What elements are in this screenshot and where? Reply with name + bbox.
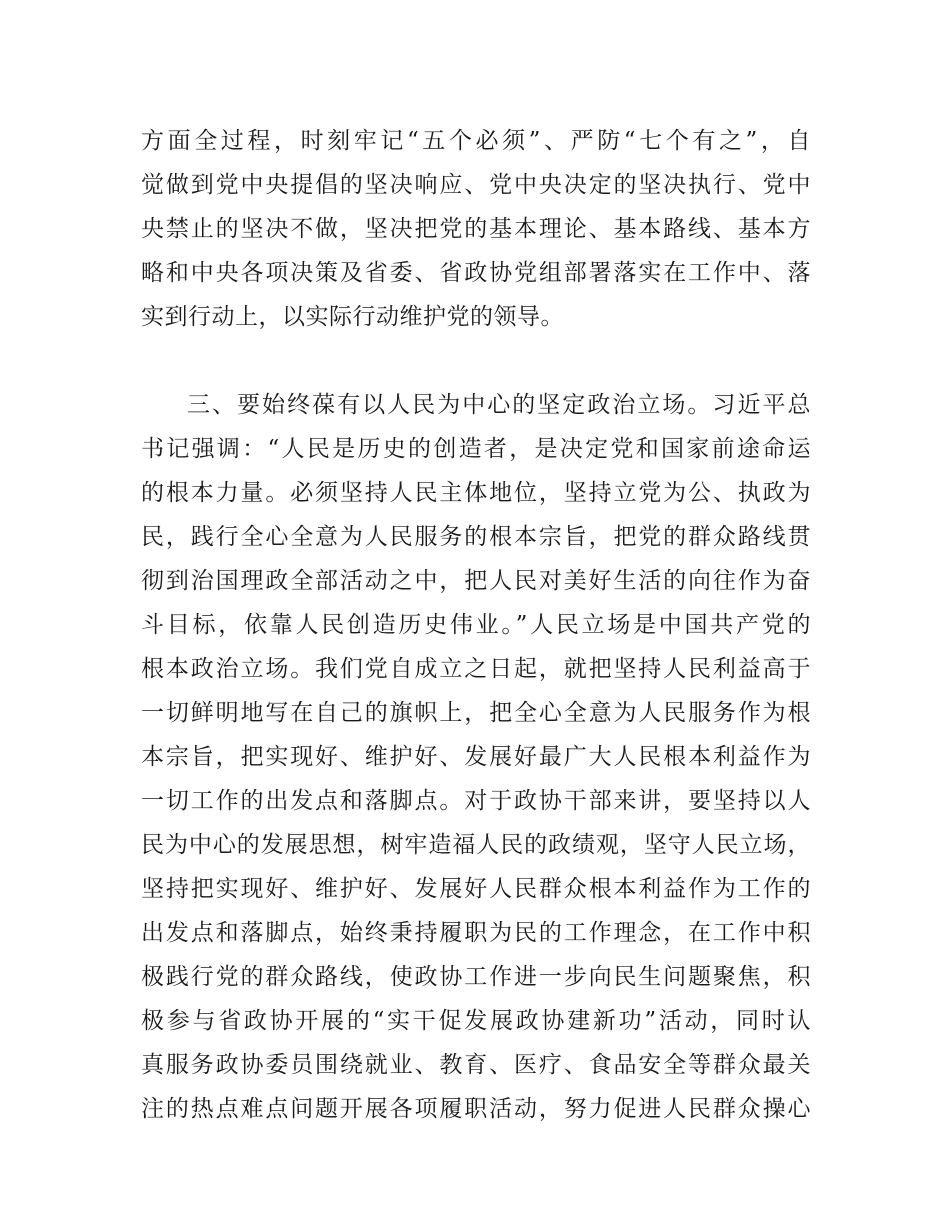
text-line: 央禁止的坚决不做，坚决把党的基本理论、基本路线、基本方	[141, 216, 811, 242]
text-line: 的根本力量。必须坚持人民主体地位，坚持立党为公、执政为	[141, 480, 811, 506]
text-line: 一切工作的出发点和落脚点。对于政协干部来讲，要坚持以人	[141, 788, 811, 814]
text-line: 彻到治国理政全部活动之中，把人民对美好生活的向往作为奋	[141, 568, 811, 594]
text-line: 方面全过程，时刻牢记“五个必须”、严防“七个有之”，自	[141, 128, 811, 154]
document-body	[141, 119, 811, 1131]
text-line: 书记强调：“人民是历史的创造者，是决定党和国家前途命运	[141, 436, 811, 462]
text-line: 极践行党的群众路线，使政协工作进一步向民生问题聚焦，积	[141, 964, 811, 990]
text-line: 注的热点难点问题开展各项履职活动，努力促进人民群众操心	[141, 1096, 811, 1122]
text-line: 出发点和落脚点，始终秉持履职为民的工作理念，在工作中积	[141, 920, 811, 946]
text-line: 民，践行全心全意为人民服务的根本宗旨，把党的群众路线贯	[141, 524, 811, 550]
text-line: 民为中心的发展思想，树牢造福人民的政绩观，坚守人民立场，	[141, 832, 811, 858]
paragraph-1	[141, 119, 811, 339]
text-line: 真服务政协委员围绕就业、教育、医疗、食品安全等群众最关	[141, 1052, 811, 1078]
paragraph-2	[141, 383, 811, 1131]
text-line: 斗目标，依靠人民创造历史伟业。”人民立场是中国共产党的	[141, 612, 811, 638]
text-line: 根本政治立场。我们党自成立之日起，就把坚持人民利益高于	[141, 656, 811, 682]
text-line: 一切鲜明地写在自己的旗帜上，把全心全意为人民服务作为根	[141, 700, 811, 726]
text-line: 略和中央各项决策及省委、省政协党组部署落实在工作中、落	[141, 260, 811, 286]
text-line: 本宗旨，把实现好、维护好、发展好最广大人民根本利益作为	[141, 744, 811, 770]
text-line: 极参与省政协开展的“实干促发展政协建新功”活动，同时认	[141, 1008, 811, 1034]
text-line: 觉做到党中央提倡的坚决响应、党中央决定的坚决执行、党中	[141, 172, 811, 198]
paragraph-gap	[141, 339, 811, 383]
text-line: 实到行动上，以实际行动维护党的领导。	[141, 304, 564, 330]
text-line: 坚持把实现好、维护好、发展好人民群众根本利益作为工作的	[141, 876, 811, 902]
text-line-first: 三、要始终葆有以人民为中心的坚定政治立场。习近平总	[187, 392, 811, 418]
